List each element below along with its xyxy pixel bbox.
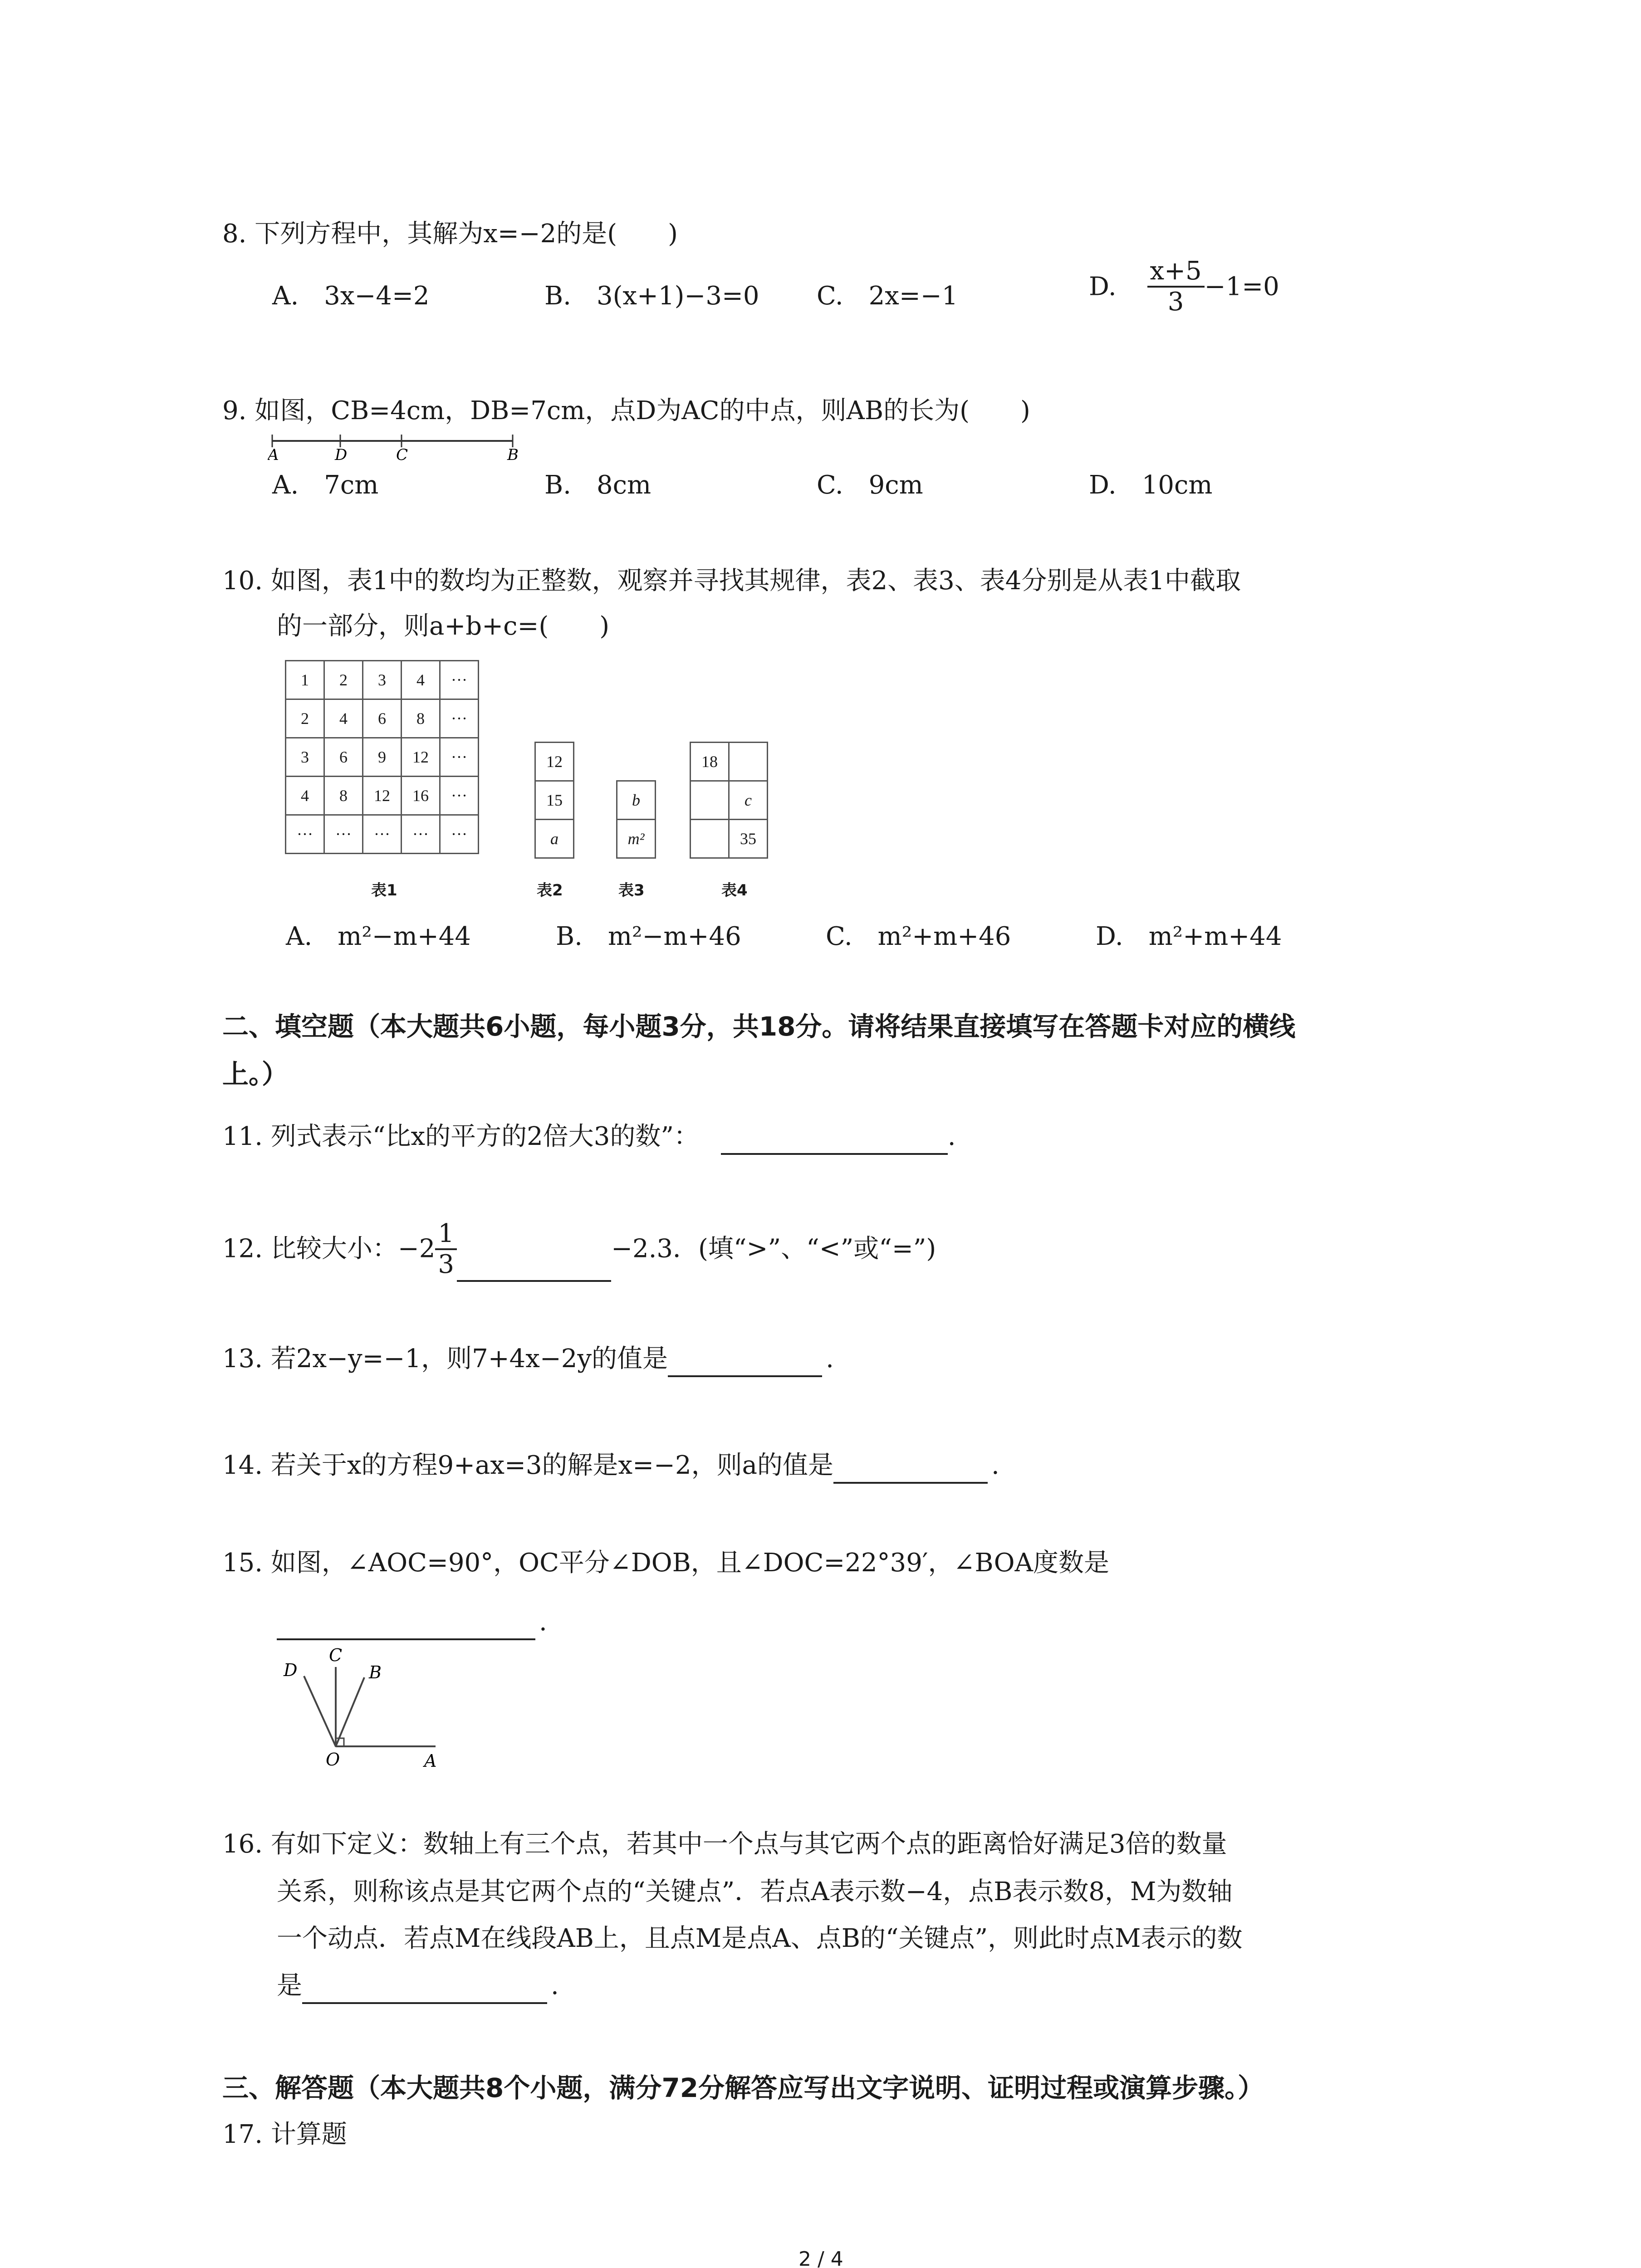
- q8-d-numerator: x+5: [1147, 257, 1205, 288]
- q8-option-b: B. 3(x+1)−3=0: [544, 281, 759, 311]
- table-cell: 4: [402, 661, 440, 699]
- q9-label-b: B: [507, 446, 519, 463]
- q10-caption-table2: 表2: [537, 881, 563, 899]
- q12: [222, 1216, 936, 1282]
- table-cell: ···: [440, 699, 479, 738]
- q8-stem: 8. 下列方程中，其解为x=−2的是( ): [222, 219, 678, 249]
- table-cell: 12: [402, 738, 440, 777]
- q16-answer-blank[interactable]: [302, 1970, 547, 2004]
- table-cell: 6: [324, 738, 363, 777]
- q10-option-b: B. m²−m+46: [556, 922, 741, 951]
- table-cell: 16: [402, 777, 440, 815]
- table-cell: 3: [286, 738, 324, 777]
- q13-answer-blank[interactable]: [668, 1343, 822, 1377]
- q14: [222, 1449, 999, 1484]
- table-cell: 4: [286, 777, 324, 815]
- table-cell: m²: [617, 820, 656, 858]
- q10-caption-table4: 表4: [721, 881, 748, 899]
- q10-caption-table1: 表1: [371, 881, 397, 899]
- q15-end: .: [539, 1607, 547, 1637]
- table-cell: 15: [535, 781, 574, 820]
- q9-option-d: D. 10cm: [1089, 470, 1213, 500]
- q10-table2: [534, 742, 574, 859]
- table-cell: a: [535, 820, 574, 858]
- q16-line4: [277, 1970, 559, 2004]
- table-cell: 4: [324, 699, 363, 738]
- q17-text: 17. 计算题: [222, 2120, 347, 2149]
- table-cell: [729, 743, 768, 781]
- table-cell: ···: [286, 815, 324, 854]
- table-cell: 8: [324, 777, 363, 815]
- table-cell: [691, 781, 729, 820]
- table-cell: c: [729, 781, 768, 820]
- q11-end: .: [947, 1122, 956, 1151]
- table-cell: ···: [324, 815, 363, 854]
- table-cell: ···: [363, 815, 402, 854]
- table-cell: 12: [535, 743, 574, 781]
- section2-heading-line1: 二、填空题（本大题共6小题，每小题3分，共18分。请将结果直接填写在答题卡对应的横线: [222, 1011, 1296, 1042]
- page-number: 2 / 4: [798, 2248, 843, 2268]
- q12-fraction: [435, 1219, 457, 1279]
- q14-text: 14. 若关于x的方程9+ax=3的解是x=−2，则a的值是: [222, 1451, 833, 1480]
- q15-label-a: A: [424, 1751, 437, 1769]
- table-cell: 2: [324, 661, 363, 699]
- q14-end: .: [991, 1451, 999, 1480]
- q15-label-c: C: [329, 1645, 343, 1665]
- q8-option-d-fraction: [1147, 257, 1205, 317]
- q8-option-d: [1089, 257, 1279, 317]
- q10-stem-line2: 的一部分，则a+b+c=( ): [277, 611, 610, 641]
- q12-denominator: 3: [438, 1249, 455, 1279]
- q8-d-rest: −1=0: [1204, 272, 1279, 302]
- table-cell: 12: [363, 777, 402, 815]
- q9-label-d: D: [335, 446, 348, 463]
- table-cell: 8: [402, 699, 440, 738]
- q8-option-d-label: D.: [1089, 272, 1117, 302]
- q15-label-o: O: [326, 1750, 340, 1769]
- q15-label-d: D: [284, 1660, 298, 1680]
- q10-table4: [690, 742, 768, 859]
- q10-caption-table3: 表3: [618, 881, 645, 899]
- q9-stem: 9. 如图，CB=4cm，DB=7cm，点D为AC的中点，则AB的长为( ): [222, 396, 1030, 425]
- q8-d-denominator: 3: [1167, 287, 1184, 317]
- table-cell: 35: [729, 820, 768, 858]
- q9-label-c: C: [396, 446, 408, 463]
- q9-label-a: A: [268, 446, 279, 463]
- q15-answer-blank[interactable]: [277, 1606, 535, 1640]
- table-cell: ···: [440, 777, 479, 815]
- q13: [222, 1343, 834, 1377]
- q16-line1: 16. 有如下定义：数轴上有三个点，若其中一个点与其它两个点的距离恰好满足3倍的数量: [222, 1829, 1227, 1859]
- section2-heading-line2: 上。）: [222, 1059, 289, 1090]
- q10-table1: [285, 660, 479, 854]
- table-cell: [691, 820, 729, 858]
- table-cell: ···: [440, 815, 479, 854]
- q16-end: .: [551, 1971, 559, 2000]
- q16-line4-text: 是: [277, 1971, 302, 2000]
- q14-answer-blank[interactable]: [833, 1449, 988, 1484]
- q15-text: 15. 如图，∠AOC=90°，OC平分∠DOB，且∠DOC=22°39′，∠BOA度数是: [222, 1548, 1109, 1578]
- q12-post: −2.3．(填“>”、“<”或“=”): [611, 1234, 936, 1264]
- table-cell: 2: [286, 699, 324, 738]
- q12-numerator: 1: [435, 1219, 457, 1250]
- q8-option-a: A. 3x−4=2: [272, 281, 430, 311]
- q13-text: 13. 若2x−y=−1，则7+4x−2y的值是: [222, 1344, 668, 1374]
- q10-stem-line1: 10. 如图，表1中的数均为正整数，观察并寻找其规律，表2、表3、表4分别是从表1中截取: [222, 566, 1241, 596]
- table-cell: 1: [286, 661, 324, 699]
- table-cell: ···: [440, 738, 479, 777]
- table-cell: 9: [363, 738, 402, 777]
- q15-angle-figure: [272, 1642, 454, 1769]
- q9-option-a: A. 7cm: [272, 470, 379, 500]
- q9-segment-figure: [268, 431, 531, 463]
- q11-answer-blank[interactable]: [721, 1120, 948, 1155]
- q16-line2: 关系，则称该点是其它两个点的“关键点”．若点A表示数−4，点B表示数8，M为数轴: [277, 1877, 1233, 1906]
- q10-option-a: A. m²−m+44: [286, 922, 471, 951]
- q8-option-c: C. 2x=−1: [817, 281, 958, 311]
- table-cell: 18: [691, 743, 729, 781]
- q10-option-d: D. m²+m+44: [1096, 922, 1282, 951]
- q16-line3: 一个动点．若点M在线段AB上，且点M是点A、点B的“关键点”，则此时点M表示的数: [277, 1924, 1243, 1953]
- q15-label-b: B: [369, 1662, 382, 1682]
- q9-option-b: B. 8cm: [544, 470, 652, 500]
- q11: [222, 1120, 956, 1155]
- q10-table3: [616, 780, 656, 859]
- q13-end: .: [826, 1344, 834, 1374]
- q15-answer-line: [277, 1606, 547, 1640]
- table-cell: 6: [363, 699, 402, 738]
- table-cell: b: [617, 781, 656, 820]
- table-cell: 3: [363, 661, 402, 699]
- section3-heading: 三、解答题（本大题共8个小题，满分72分解答应写出文字说明、证明过程或演算步骤。）: [222, 2072, 1264, 2103]
- table-cell: ···: [402, 815, 440, 854]
- q9-option-c: C. 9cm: [817, 470, 923, 500]
- table-cell: ···: [440, 661, 479, 699]
- q11-text: 11. 列式表示“比x的平方的2倍大3的数”：: [222, 1122, 699, 1151]
- q10-option-c: C. m²+m+46: [826, 922, 1011, 951]
- q12-pre: 12. 比较大小：−2: [222, 1234, 436, 1264]
- q12-answer-blank[interactable]: [457, 1217, 611, 1282]
